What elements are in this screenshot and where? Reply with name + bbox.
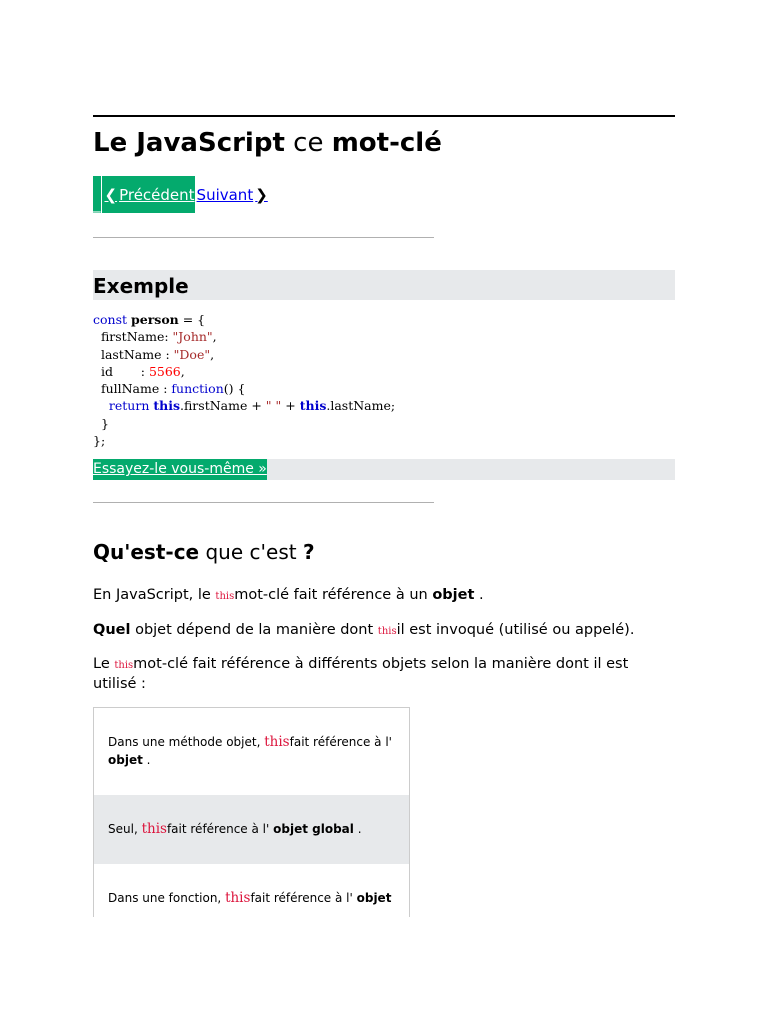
table-row [94,889,409,907]
code-text: + [281,398,300,414]
code-text: lastName : [93,346,174,362]
code-text: } [93,415,109,431]
page-title-part3: mot-clé [331,128,442,158]
try-it-yourself-button[interactable]: Essayez-le vous-même » [93,459,267,480]
code-keyword: function [171,381,224,397]
page-title-part2: ce [284,128,332,158]
this-keyword: this [114,660,134,671]
bold-text: objet global [273,822,354,836]
code-text: , [212,329,217,345]
top-divider [93,115,675,117]
code-text: id : [93,363,149,379]
code-example [93,311,395,449]
bold-text: objet [108,753,143,767]
this-keyword: this [225,890,251,906]
text: mot-clé fait référence à différents objets selon la manière dont il est utilisé : [93,656,629,692]
text: fait référence à l' [250,891,357,905]
text: Dans une fonction, [108,891,226,905]
code-number: 5566 [148,363,181,379]
code-text: , [180,363,185,379]
code-text: .lastName; [326,398,396,414]
text: objet dépend de la manière dont [130,622,378,638]
code-text: }; [93,433,106,449]
section-heading-bold: Qu'est-ce [93,540,200,564]
code-text: firstName: [93,329,173,345]
chevron-right-icon: ❯ [255,185,268,204]
pagination-bar [93,176,268,213]
text: fait référence à l' [166,822,274,836]
text: . [142,753,151,767]
text: . [353,822,362,836]
text: . [474,587,484,603]
table-row [94,795,409,864]
try-it-bar [93,459,675,480]
code-variable: person [131,312,179,327]
code-string: "Doe" [173,346,211,362]
text: Dans une méthode objet, [108,735,265,749]
this-keyword: this [215,591,235,602]
bold-text: objet [432,587,475,603]
bold-text: objet [356,891,392,905]
divider [93,502,434,503]
code-text: () { [223,381,246,397]
section-heading-mark: ? [302,540,315,564]
previous-label: Précédent [119,185,195,204]
paragraph-1 [93,586,675,606]
code-text: , [210,346,215,362]
text: En JavaScript, le [93,587,216,603]
text: mot-clé fait référence à un [234,587,433,603]
chevron-left-icon: ❮ [104,185,118,204]
code-string: "John" [172,329,213,345]
section-heading [93,540,315,564]
this-keyword: this [141,821,167,837]
text: il est invoqué (utilisé ou appelé). [396,622,635,638]
example-heading: Exemple [93,270,675,300]
code-text: .firstName + [180,398,266,414]
code-this: this [153,398,180,414]
this-keyword: this [377,626,397,637]
text: Seul, [108,822,142,836]
code-this: this [299,398,327,414]
divider [93,237,434,238]
code-text: fullName : [93,381,172,397]
paragraph-3 [93,655,675,693]
paragraph-2 [93,621,675,641]
code-keyword: const [93,312,128,327]
nav-left-tab[interactable]: _ [93,176,102,213]
this-keyword: this [264,734,290,750]
page-title [93,128,442,158]
this-reference-table [93,707,410,917]
bold-text: Quel [93,622,131,638]
page-title-part1: Le JavaScript [93,128,285,158]
text: Le [93,656,115,672]
section-heading-text: que c'est [199,540,303,564]
previous-link[interactable] [102,176,195,213]
code-keyword: return [93,398,154,414]
text: fait référence à l' [289,735,392,749]
next-link[interactable] [195,176,270,213]
code-string: " " [265,398,282,414]
table-row [94,733,409,769]
next-label: Suivant [196,185,254,204]
code-text: = { [178,312,206,327]
